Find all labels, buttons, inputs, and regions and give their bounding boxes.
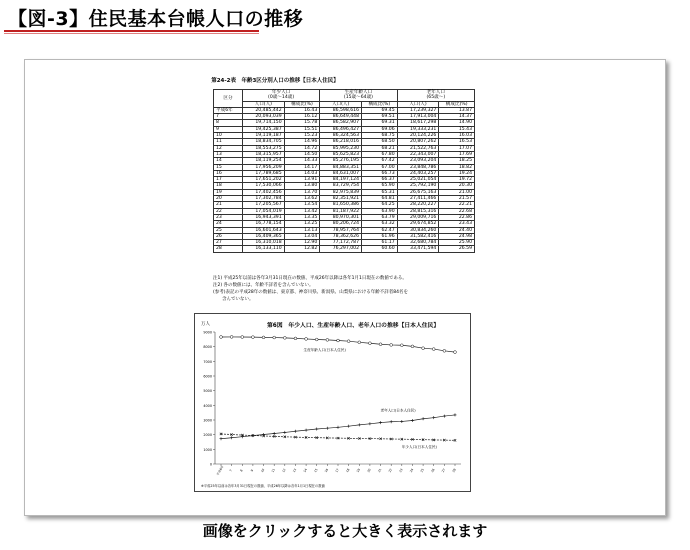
data-point: [369, 342, 372, 345]
value-cell: 67.80: [362, 151, 398, 157]
value-cell: 28,815,316: [397, 208, 439, 214]
data-point: [305, 338, 308, 341]
value-cell: 16.03: [439, 133, 475, 139]
y-tick-label: 6000: [203, 374, 212, 379]
value-cell: 17,956,209: [242, 164, 284, 170]
table-note: (参考)表記の平成28年の数値は、東京都、神奈川県、新潟県、山梨県における年齢不詳者84名を: [213, 290, 408, 295]
value-cell: 20,485,442: [242, 107, 284, 113]
x-tick-label: 19: [355, 467, 362, 474]
value-cell: 80,206,724: [320, 221, 362, 227]
value-cell: 77,172,787: [320, 240, 362, 246]
value-cell: 13.04: [284, 233, 320, 239]
table-note: 含んでいない。: [213, 297, 254, 302]
value-cell: 19,425,387: [242, 126, 284, 132]
value-cell: 13.80: [284, 183, 320, 189]
data-point: [337, 426, 340, 429]
value-cell: 17,205,567: [242, 202, 284, 208]
title-underline-shadow: [4, 33, 259, 34]
data-point: [230, 336, 233, 339]
chart-title: 第6図 年少人口、生産年齢人口、老年人口の推移【日本人住民】: [267, 323, 440, 329]
year-cell: 26: [214, 233, 243, 239]
value-cell: 86,218,016: [320, 139, 362, 145]
data-point: [283, 336, 286, 339]
value-cell: 17,302,784: [242, 196, 284, 202]
value-cell: 63.32: [362, 221, 398, 227]
value-cell: 13.35: [284, 214, 320, 220]
value-cell: 25.90: [439, 240, 475, 246]
data-point: [326, 338, 329, 341]
value-cell: 86,649,448: [320, 114, 362, 120]
value-cell: 18.82: [439, 164, 475, 170]
series-line-2: [221, 434, 455, 440]
value-cell: 13.87: [439, 107, 475, 113]
data-point: [400, 420, 403, 423]
value-cell: 15.43: [439, 126, 475, 132]
value-cell: 16.12: [284, 114, 320, 120]
value-cell: 17,402,456: [242, 189, 284, 195]
data-point: [454, 439, 456, 441]
x-tick-label: 24: [408, 467, 415, 474]
data-point: [379, 421, 382, 424]
sub-header-ratio: 構成比(%): [284, 101, 320, 107]
x-tick-label: 17: [334, 467, 340, 474]
value-cell: 16,778,154: [242, 221, 284, 227]
value-cell: 64.25: [362, 202, 398, 208]
value-cell: 14.96: [284, 139, 320, 145]
value-cell: 16,601,643: [242, 227, 284, 233]
click-to-enlarge-caption: 画像をクリックすると大きく表示されます: [202, 522, 488, 540]
value-cell: 66.37: [362, 177, 398, 183]
value-cell: 24,403,257: [397, 170, 439, 176]
sub-header-population: 人口(人): [397, 101, 439, 107]
value-cell: 25,021,054: [397, 177, 439, 183]
value-cell: 16,409,365: [242, 233, 284, 239]
y-tick-label: 4000: [203, 403, 212, 408]
year-cell: 12: [214, 145, 243, 151]
population-table: [213, 89, 475, 253]
y-tick-label: 2000: [203, 433, 212, 438]
value-cell: 23,848,786: [397, 164, 439, 170]
value-cell: 85,995,230: [320, 145, 362, 151]
data-point: [347, 340, 350, 343]
value-cell: 63.79: [362, 214, 398, 220]
data-point: [252, 336, 255, 339]
value-cell: 13.91: [284, 177, 320, 183]
data-point: [422, 347, 425, 350]
value-cell: 86,496,427: [320, 126, 362, 132]
value-cell: 14.72: [284, 145, 320, 151]
x-tick-label: 14: [302, 467, 308, 474]
x-tick-label: 22: [387, 467, 394, 474]
value-cell: 85,276,195: [320, 158, 362, 164]
data-point: [273, 432, 276, 435]
sub-header-population: 人口(人): [242, 101, 284, 107]
data-point: [326, 427, 329, 430]
value-cell: 30,834,260: [397, 227, 439, 233]
value-cell: 20,093,039: [242, 114, 284, 120]
row-header: 区分: [214, 90, 243, 108]
value-cell: 17,530,066: [242, 183, 284, 189]
data-point: [432, 416, 435, 419]
data-point: [432, 348, 435, 351]
series-label-young: 年少人口(日本人住民): [401, 445, 437, 450]
value-cell: 69.45: [362, 107, 398, 113]
value-cell: 16.43: [284, 107, 320, 113]
value-cell: 18,553,275: [242, 145, 284, 151]
y-tick-label: 0: [209, 462, 212, 467]
x-tick-label: 27: [440, 467, 447, 474]
value-cell: 86,598,616: [320, 107, 362, 113]
value-cell: 20,124,226: [397, 133, 439, 139]
line-chart: [194, 313, 471, 492]
value-cell: 33,471,594: [397, 246, 439, 252]
value-cell: 13.42: [284, 208, 320, 214]
value-cell: 14.37: [439, 114, 475, 120]
data-point: [358, 341, 361, 344]
data-point: [422, 417, 425, 420]
value-cell: 22.21: [439, 202, 475, 208]
year-cell: 24: [214, 221, 243, 227]
x-tick-label: 11: [270, 467, 277, 474]
data-point: [390, 420, 393, 423]
year-cell: 27: [214, 240, 243, 246]
value-cell: 13.62: [284, 196, 320, 202]
value-cell: 25,792,190: [397, 183, 439, 189]
data-point: [230, 436, 233, 439]
value-cell: 15.51: [284, 126, 320, 132]
data-point: [379, 343, 382, 346]
value-cell: 20,807,262: [397, 139, 439, 145]
year-cell: 平成6年: [214, 107, 243, 113]
value-cell: 65.31: [362, 189, 398, 195]
value-cell: 24.98: [439, 233, 475, 239]
value-cell: 82,351,921: [320, 196, 362, 202]
x-tick-label: 25: [419, 467, 425, 474]
x-tick-label: 15: [313, 467, 319, 474]
value-cell: 14.50: [284, 151, 320, 157]
data-point: [294, 337, 297, 340]
value-cell: 14.33: [284, 158, 320, 164]
group-header-elderly: 老年人口 (65歳～): [397, 90, 474, 102]
value-cell: 18,315,957: [242, 151, 284, 157]
data-point: [220, 437, 223, 440]
table-note: 注1) 平成25年以前は各年3月31日現在の数値、平成26年以降は各年1月1日現在の数値である。: [213, 276, 407, 281]
value-cell: 12.90: [284, 240, 320, 246]
value-cell: 13.70: [284, 189, 320, 195]
series-label-working: 生産年齢人口(日本人住民): [303, 347, 346, 352]
value-cell: 61.17: [362, 240, 398, 246]
value-cell: 21.00: [439, 189, 475, 195]
y-tick-label: 5000: [203, 389, 212, 394]
value-cell: 19,119,187: [242, 133, 284, 139]
data-point: [273, 336, 276, 339]
data-point: [294, 430, 297, 433]
value-cell: 22.86: [439, 214, 475, 220]
series-label-elderly: 老年人口(日本人住民): [380, 408, 416, 413]
value-cell: 24.40: [439, 227, 475, 233]
year-cell: 14: [214, 158, 243, 164]
value-cell: 22,343,007: [397, 151, 439, 157]
value-cell: 21,522,763: [397, 145, 439, 151]
value-cell: 63.90: [362, 208, 398, 214]
value-cell: 19.24: [439, 170, 475, 176]
value-cell: 68.50: [362, 139, 398, 145]
data-point: [347, 425, 350, 428]
value-cell: 16.53: [439, 139, 475, 145]
value-cell: 67.00: [362, 164, 398, 170]
year-cell: 28: [214, 246, 243, 252]
data-point: [241, 336, 244, 339]
value-cell: 84,883,351: [320, 164, 362, 170]
value-cell: 13.13: [284, 227, 320, 233]
value-cell: 78,362,626: [320, 233, 362, 239]
x-tick-label: 16: [323, 467, 330, 474]
value-cell: 23,093,204: [397, 158, 439, 164]
value-cell: 16,310,018: [242, 240, 284, 246]
y-tick-label: 9000: [203, 330, 212, 335]
x-tick-label: 7: [228, 468, 233, 473]
year-cell: 25: [214, 227, 243, 233]
data-point: [315, 428, 318, 431]
sub-header-ratio: 構成比(%): [362, 101, 398, 107]
data-point: [315, 338, 318, 341]
data-point: [368, 422, 371, 425]
value-cell: 15.78: [284, 120, 320, 126]
value-cell: 69.31: [362, 120, 398, 126]
value-cell: 68.75: [362, 133, 398, 139]
data-point: [454, 351, 457, 354]
table-notes: [213, 275, 513, 303]
y-tick-label: 1000: [203, 447, 212, 452]
value-cell: 19,333,231: [397, 126, 439, 132]
value-cell: 28,220,227: [397, 202, 439, 208]
value-cell: 85,625,823: [320, 151, 362, 157]
value-cell: 69.06: [362, 126, 398, 132]
value-cell: 69.51: [362, 114, 398, 120]
value-cell: 62.47: [362, 227, 398, 233]
value-cell: 86,582,907: [320, 120, 362, 126]
year-cell: 8: [214, 120, 243, 126]
value-cell: 18,119,254: [242, 158, 284, 164]
group-header-young: 年少人口 (0歳～14歳): [242, 90, 319, 102]
value-cell: 19.72: [439, 177, 475, 183]
value-cell: 23.43: [439, 221, 475, 227]
value-cell: 61.96: [362, 233, 398, 239]
value-cell: 29,674,852: [397, 221, 439, 227]
year-cell: 22: [214, 208, 243, 214]
value-cell: 78,957,764: [320, 227, 362, 233]
year-cell: 15: [214, 164, 243, 170]
value-cell: 18,617,298: [397, 120, 439, 126]
x-tick-label: 20: [366, 467, 372, 474]
year-cell: 21: [214, 202, 243, 208]
year-cell: 13: [214, 151, 243, 157]
value-cell: 17,651,202: [242, 177, 284, 183]
x-tick-label: 23: [398, 467, 404, 474]
x-tick-label: 26: [430, 467, 436, 474]
value-cell: 16,133,110: [242, 246, 284, 252]
value-cell: 60.60: [362, 246, 398, 252]
year-cell: 9: [214, 126, 243, 132]
value-cell: 67.42: [362, 158, 398, 164]
value-cell: 66.73: [362, 170, 398, 176]
y-unit-label: 万人: [201, 322, 210, 327]
value-cell: 16,943,391: [242, 214, 284, 220]
year-cell: 17: [214, 177, 243, 183]
data-point: [411, 345, 414, 348]
x-tick-label: 21: [376, 467, 383, 474]
data-point: [337, 339, 340, 342]
value-cell: 84,197,124: [320, 177, 362, 183]
table-title: 第24-2表 年齢3区分別人口の推移【日本人住民】: [211, 78, 339, 84]
line-chart-svg: [195, 314, 470, 491]
value-cell: 17,913,004: [397, 114, 439, 120]
data-point: [443, 415, 446, 418]
x-tick-label: 9: [249, 468, 255, 473]
year-cell: 18: [214, 183, 243, 189]
value-cell: 17.07: [439, 145, 475, 151]
page-title: 【図-3】住民基本台帳人口の推移: [8, 8, 304, 30]
value-cell: 26.59: [439, 246, 475, 252]
value-cell: 17.69: [439, 151, 475, 157]
value-cell: 13.25: [284, 221, 320, 227]
data-point: [283, 431, 286, 434]
value-cell: 32,680,784: [397, 240, 439, 246]
value-cell: 14.17: [284, 164, 320, 170]
value-cell: 14.90: [439, 120, 475, 126]
data-point: [241, 435, 244, 438]
x-tick-label: 28: [451, 467, 457, 474]
value-cell: 22.68: [439, 208, 475, 214]
value-cell: 83,729,754: [320, 183, 362, 189]
group-header-working: 生産年齢人口 (15歳～64歳): [320, 90, 397, 102]
value-cell: 17,239,327: [397, 107, 439, 113]
year-cell: 19: [214, 189, 243, 195]
value-cell: 81,650,386: [320, 202, 362, 208]
title-underline: [4, 30, 259, 32]
value-cell: 12.82: [284, 246, 320, 252]
data-point: [262, 336, 265, 339]
value-cell: 27,411,466: [397, 196, 439, 202]
year-cell: 20: [214, 196, 243, 202]
value-cell: 17,054,019: [242, 208, 284, 214]
value-cell: 86,324,563: [320, 133, 362, 139]
value-cell: 18.25: [439, 158, 475, 164]
value-cell: 26,675,163: [397, 189, 439, 195]
data-point: [390, 344, 393, 347]
sub-header-ratio: 構成比(%): [439, 101, 475, 107]
data-point: [220, 336, 223, 339]
value-cell: 80,970,301: [320, 214, 362, 220]
value-cell: 18,834,705: [242, 139, 284, 145]
value-cell: 15.23: [284, 133, 320, 139]
value-cell: 84,631,007: [320, 170, 362, 176]
x-tick-label: 18: [345, 467, 351, 474]
data-point: [411, 419, 414, 422]
table-note: 注2) 各の数値には、年齢不詳者を含んでいない。: [213, 283, 314, 288]
value-cell: 29,009,716: [397, 214, 439, 220]
year-cell: 16: [214, 170, 243, 176]
document-image-frame[interactable]: [24, 59, 666, 516]
chart-footnote: ※平成25年以前は各年3月31日現在の数値、平成26年以降は各年1月1日現在の数値: [201, 484, 325, 488]
value-cell: 64.81: [362, 196, 398, 202]
y-tick-label: 3000: [203, 418, 212, 423]
value-cell: 20.30: [439, 183, 475, 189]
value-cell: 14.03: [284, 170, 320, 176]
y-tick-label: 8000: [203, 345, 212, 350]
data-point: [400, 344, 403, 347]
year-cell: 10: [214, 133, 243, 139]
x-tick-label: 12: [281, 467, 287, 474]
value-cell: 13.54: [284, 202, 320, 208]
x-tick-label: 10: [259, 467, 266, 474]
value-cell: 19,714,150: [242, 120, 284, 126]
value-cell: 21.57: [439, 196, 475, 202]
value-cell: 31,582,416: [397, 233, 439, 239]
year-cell: 23: [214, 214, 243, 220]
x-tick-label: 8: [239, 468, 244, 473]
x-tick-label: 13: [291, 467, 298, 474]
data-point: [358, 423, 361, 426]
value-cell: 65.90: [362, 183, 398, 189]
value-cell: 82,975,839: [320, 189, 362, 195]
sub-header-population: 人口(人): [320, 101, 362, 107]
data-point: [443, 349, 446, 352]
data-point: [305, 429, 308, 432]
table-row: [214, 246, 475, 252]
x-tick-label: 平成6年: [215, 464, 225, 477]
year-cell: 7: [214, 114, 243, 120]
value-cell: 81,187,922: [320, 208, 362, 214]
value-cell: 76,297,002: [320, 246, 362, 252]
y-tick-label: 7000: [203, 359, 212, 364]
value-cell: 68.21: [362, 145, 398, 151]
value-cell: 17,789,685: [242, 170, 284, 176]
year-cell: 11: [214, 139, 243, 145]
data-point: [454, 413, 457, 416]
